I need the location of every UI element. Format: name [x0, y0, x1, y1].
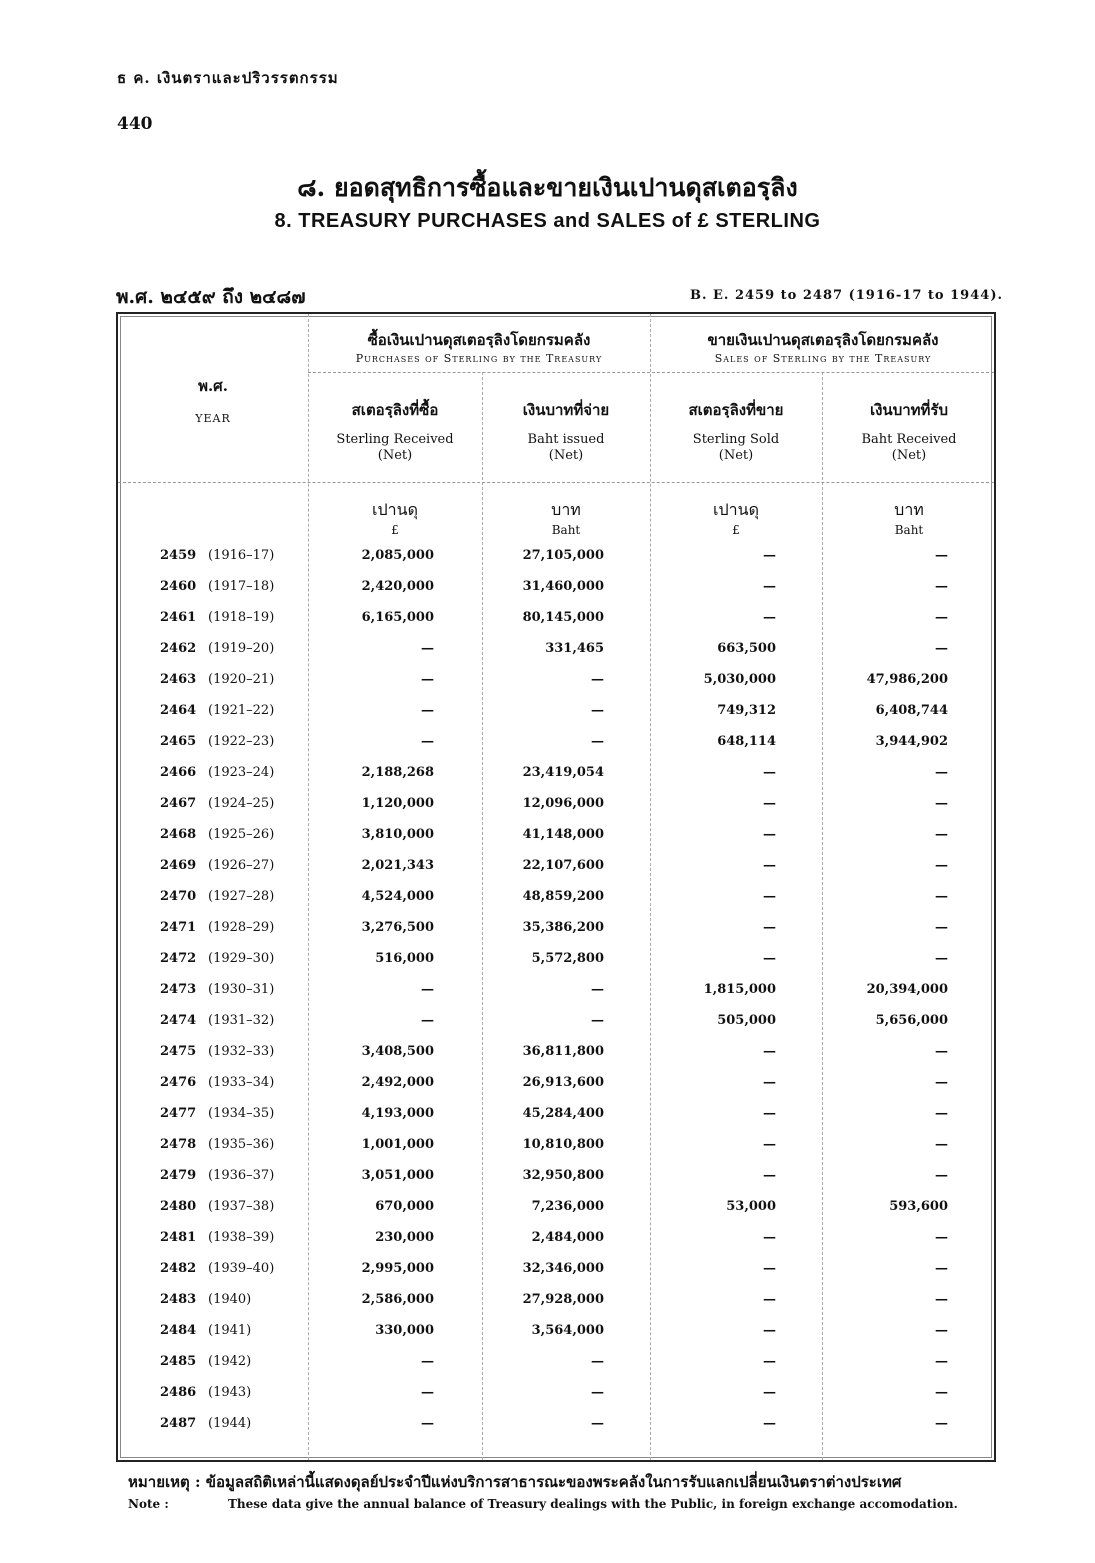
cell-sterling-received: 670,000: [375, 1199, 434, 1214]
cell-sterling-received: 2,492,000: [361, 1075, 434, 1090]
cell-sterling-received: —: [421, 672, 434, 687]
cell-baht-issued: —: [591, 1416, 604, 1431]
cell-be: 2479: [160, 1168, 197, 1183]
title-english: 8. TREASURY PURCHASES and SALES of £ STERLING: [274, 210, 821, 232]
cell-baht-received: —: [935, 1168, 948, 1183]
col-baht-received-thai: เงินบาทที่รับ: [869, 401, 948, 419]
cell-be: 2484: [160, 1323, 197, 1338]
table-row: [116, 1106, 996, 1137]
table-row: [116, 1292, 996, 1323]
cell-sterling-sold: —: [763, 610, 776, 625]
year-header-thai: พ.ศ.: [198, 377, 228, 395]
table-row: [116, 1323, 996, 1354]
col-baht-issued-en: Baht issued: [527, 432, 605, 447]
cell-baht-issued: —: [591, 1013, 604, 1028]
cell-ce: (1939–40): [208, 1261, 275, 1276]
cell-sterling-received: 2,586,000: [361, 1292, 434, 1307]
cell-baht-issued: 41,148,000: [522, 827, 604, 842]
note-thai: หมายเหตุ : ข้อมูลสถิติเหล่านี้แสดงดุลย์ประจำปีแห่งบริการสาธารณะของพระคลังในการรับแลกเปลี่ยนเงินตราต่างประเทศ: [128, 1473, 902, 1491]
cell-baht-received: —: [935, 548, 948, 563]
cell-sterling-received: 3,276,500: [361, 920, 434, 935]
cell-sterling-received: —: [421, 703, 434, 718]
cell-sterling-sold: —: [763, 765, 776, 780]
cell-sterling-sold: —: [763, 920, 776, 935]
col-sterling-sold-thai: สเตอรฺลิงที่ขาย: [688, 401, 784, 419]
cell-sterling-sold: —: [763, 889, 776, 904]
cell-sterling-sold: —: [763, 1137, 776, 1152]
cell-baht-issued: 3,564,000: [531, 1323, 604, 1338]
cell-ce: (1921–22): [208, 703, 275, 718]
cell-sterling-sold: 5,030,000: [703, 672, 776, 687]
cell-baht-issued: 27,105,000: [522, 548, 604, 563]
col-baht-issued-header: [482, 398, 650, 464]
cell-baht-received: 3,944,902: [875, 734, 948, 749]
cell-baht-received: —: [935, 1416, 948, 1431]
cell-ce: (1938–39): [208, 1230, 275, 1245]
cell-ce: (1923–24): [208, 765, 275, 780]
cell-baht-received: —: [935, 920, 948, 935]
cell-ce: (1919–20): [208, 641, 275, 656]
cell-be: 2476: [160, 1075, 197, 1090]
unit-baht-en: Baht: [894, 523, 924, 537]
cell-sterling-sold: —: [763, 1292, 776, 1307]
cell-sterling-received: —: [421, 734, 434, 749]
table-row: [116, 827, 996, 858]
cell-baht-issued: 31,460,000: [522, 579, 604, 594]
cell-ce: (1944): [208, 1416, 252, 1431]
cell-baht-received: —: [935, 1137, 948, 1152]
cell-be: 2475: [160, 1044, 197, 1059]
cell-sterling-received: 3,810,000: [361, 827, 434, 842]
cell-sterling-received: 2,021,343: [361, 858, 434, 873]
cell-sterling-sold: —: [763, 827, 776, 842]
table-row: [116, 1385, 996, 1416]
cell-baht-received: —: [935, 1292, 948, 1307]
cell-ce: (1941): [208, 1323, 252, 1338]
cell-be: 2480: [160, 1199, 197, 1214]
cell-baht-issued: 7,236,000: [531, 1199, 604, 1214]
title-thai: ๘. ยอดสุทธิการซื้อและขายเงินเปานดุสเตอรฺลิง: [297, 173, 798, 202]
col-sterling-sold-en: Sterling Sold: [692, 432, 780, 447]
col-baht-issued-thai: เงินบาทที่จ่าย: [522, 401, 610, 419]
cell-sterling-sold: —: [763, 1075, 776, 1090]
cell-sterling-received: 2,085,000: [361, 548, 434, 563]
table-row: [116, 579, 996, 610]
cell-sterling-sold: —: [763, 1354, 776, 1369]
table-row: [116, 734, 996, 765]
cell-baht-issued: 45,284,400: [522, 1106, 604, 1121]
cell-baht-issued: 32,346,000: [522, 1261, 604, 1276]
cell-baht-received: —: [935, 1261, 948, 1276]
table-row: [116, 641, 996, 672]
cell-be: 2464: [160, 703, 197, 718]
cell-sterling-received: 516,000: [375, 951, 434, 966]
table-row: [116, 796, 996, 827]
cell-baht-issued: 5,572,800: [531, 951, 604, 966]
cell-baht-issued: —: [591, 703, 604, 718]
cell-sterling-sold: 749,312: [717, 703, 776, 718]
table-row: [116, 703, 996, 734]
cell-baht-issued: 12,096,000: [522, 796, 604, 811]
cell-be: 2463: [160, 672, 197, 687]
cell-sterling-sold: —: [763, 951, 776, 966]
cell-baht-received: —: [935, 1385, 948, 1400]
cell-sterling-sold: 53,000: [726, 1199, 776, 1214]
cell-be: 2477: [160, 1106, 197, 1121]
cell-sterling-received: —: [421, 1354, 434, 1369]
cell-sterling-sold: 663,500: [717, 641, 776, 656]
cell-ce: (1929–30): [208, 951, 275, 966]
cell-be: 2468: [160, 827, 197, 842]
cell-be: 2459: [160, 548, 197, 563]
cell-baht-issued: 23,419,054: [522, 765, 604, 780]
cell-baht-issued: 10,810,800: [522, 1137, 604, 1152]
cell-baht-received: —: [935, 1075, 948, 1090]
cell-sterling-sold: 648,114: [717, 734, 776, 749]
cell-be: 2483: [160, 1292, 197, 1307]
unit-pound-thai: เปานดุ: [713, 500, 759, 519]
cell-baht-received: 5,656,000: [875, 1013, 948, 1028]
unit-baht-en: Baht: [551, 523, 581, 537]
cell-baht-issued: 26,913,600: [522, 1075, 604, 1090]
cell-ce: (1916–17): [208, 548, 275, 563]
cell-baht-issued: 35,386,200: [522, 920, 604, 935]
cell-be: 2465: [160, 734, 197, 749]
cell-be: 2481: [160, 1230, 197, 1245]
cell-be: 2486: [160, 1385, 197, 1400]
cell-be: 2467: [160, 796, 197, 811]
cell-sterling-sold: —: [763, 1044, 776, 1059]
page-number: 440: [117, 114, 153, 134]
cell-be: 2461: [160, 610, 197, 625]
year-header-en: YEAR: [195, 412, 231, 425]
cell-sterling-sold: —: [763, 1416, 776, 1431]
cell-baht-received: 20,394,000: [866, 982, 948, 997]
period-thai: พ.ศ. ๒๔๕๙ ถึง ๒๔๘๗: [116, 286, 306, 308]
net-label: (Net): [377, 448, 413, 463]
cell-ce: (1922–23): [208, 734, 275, 749]
cell-be: 2482: [160, 1261, 197, 1276]
table-row: [116, 858, 996, 889]
cell-sterling-received: 4,524,000: [361, 889, 434, 904]
cell-baht-issued: 32,950,800: [522, 1168, 604, 1183]
sales-group-header: [650, 328, 996, 365]
cell-ce: (1930–31): [208, 982, 275, 997]
table-row: [116, 1013, 996, 1044]
cell-be: 2469: [160, 858, 197, 873]
cell-baht-received: —: [935, 765, 948, 780]
period-english: B. E. 2459 to 2487 (1916-17 to 1944).: [689, 288, 1003, 303]
running-head: ธ ค. เงินตราและปริวรรตกรรม: [117, 69, 339, 87]
table-row: [116, 1168, 996, 1199]
cell-ce: (1925–26): [208, 827, 275, 842]
cell-ce: (1940): [208, 1292, 252, 1307]
cell-baht-received: —: [935, 1323, 948, 1338]
sales-header-en: Sales of Sterling by the Treasury: [714, 352, 932, 365]
cell-ce: (1932–33): [208, 1044, 275, 1059]
cell-sterling-sold: —: [763, 579, 776, 594]
cell-baht-received: —: [935, 827, 948, 842]
col-sterling-received-en: Sterling Received: [336, 432, 454, 447]
cell-be: 2474: [160, 1013, 197, 1028]
cell-baht-received: —: [935, 951, 948, 966]
cell-baht-received: 593,600: [889, 1199, 948, 1214]
cell-ce: (1935–36): [208, 1137, 275, 1152]
table-row: [116, 1075, 996, 1106]
net-label: (Net): [548, 448, 584, 463]
cell-sterling-sold: —: [763, 1230, 776, 1245]
cell-be: 2478: [160, 1137, 197, 1152]
cell-baht-issued: 22,107,600: [522, 858, 604, 873]
table-row: [116, 1230, 996, 1261]
cell-be: 2473: [160, 982, 197, 997]
cell-baht-received: —: [935, 1044, 948, 1059]
cell-sterling-sold: —: [763, 1168, 776, 1183]
cell-sterling-sold: —: [763, 1385, 776, 1400]
cell-ce: (1934–35): [208, 1106, 275, 1121]
cell-baht-issued: —: [591, 672, 604, 687]
unit-col3: [650, 498, 822, 537]
cell-sterling-received: —: [421, 1013, 434, 1028]
cell-baht-issued: 48,859,200: [522, 889, 604, 904]
cell-baht-received: —: [935, 579, 948, 594]
cell-baht-received: 47,986,200: [866, 672, 948, 687]
unit-pound-thai: เปานดุ: [372, 500, 418, 519]
col-sterling-received-thai: สเตอรฺลิงที่ซื้อ: [351, 401, 439, 419]
col-sterling-received-header: [308, 398, 482, 464]
cell-ce: (1920–21): [208, 672, 275, 687]
cell-sterling-received: —: [421, 982, 434, 997]
sales-header-thai: ขายเงินเปานดุสเตอรฺลิงโดยกรมคลัง: [707, 331, 939, 349]
cell-be: 2466: [160, 765, 197, 780]
cell-be: 2487: [160, 1416, 197, 1431]
cell-baht-received: —: [935, 858, 948, 873]
cell-be: 2470: [160, 889, 197, 904]
note-en-line: [128, 1497, 958, 1511]
unit-col4: [822, 498, 996, 537]
cell-ce: (1927–28): [208, 889, 275, 904]
table-row: [116, 610, 996, 641]
cell-baht-received: —: [935, 1230, 948, 1245]
cell-sterling-sold: —: [763, 1261, 776, 1276]
cell-sterling-received: 330,000: [375, 1323, 434, 1338]
cell-sterling-received: 2,420,000: [361, 579, 434, 594]
cell-baht-issued: 2,484,000: [531, 1230, 604, 1245]
cell-baht-issued: 331,465: [545, 641, 604, 656]
cell-baht-issued: 36,811,800: [522, 1044, 604, 1059]
cell-baht-issued: 27,928,000: [522, 1292, 604, 1307]
cell-be: 2485: [160, 1354, 197, 1369]
table-row: [116, 548, 996, 579]
cell-ce: (1943): [208, 1385, 252, 1400]
cell-sterling-received: —: [421, 641, 434, 656]
cell-ce: (1928–29): [208, 920, 275, 935]
table-row: [116, 765, 996, 796]
unit-col2: [482, 498, 650, 537]
cell-baht-received: —: [935, 889, 948, 904]
header-divider: [308, 372, 994, 373]
table-row: [116, 951, 996, 982]
cell-sterling-sold: —: [763, 548, 776, 563]
cell-sterling-received: 6,165,000: [361, 610, 434, 625]
table-row: [116, 1416, 996, 1447]
table-row: [116, 1261, 996, 1292]
col-baht-received-en: Baht Received: [861, 432, 957, 447]
cell-ce: (1937–38): [208, 1199, 275, 1214]
cell-sterling-sold: —: [763, 858, 776, 873]
unit-baht-thai: บาท: [894, 500, 924, 519]
cell-baht-received: —: [935, 796, 948, 811]
cell-ce: (1917–18): [208, 579, 275, 594]
cell-baht-received: —: [935, 610, 948, 625]
table-row: [116, 982, 996, 1013]
cell-baht-received: —: [935, 1106, 948, 1121]
cell-sterling-received: 1,120,000: [361, 796, 434, 811]
purchases-header-thai: ซื้อเงินเปานดุสเตอรฺลิงโดยกรมคลัง: [367, 331, 591, 349]
table-row: [116, 1044, 996, 1075]
cell-baht-issued: —: [591, 982, 604, 997]
unit-pound-symbol: £: [391, 523, 399, 537]
cell-sterling-received: 2,188,268: [361, 765, 434, 780]
unit-pound-symbol: £: [732, 523, 740, 537]
cell-be: 2472: [160, 951, 197, 966]
table-row: [116, 1199, 996, 1230]
unit-col1: [308, 498, 482, 537]
year-header: [118, 374, 308, 425]
cell-sterling-received: 3,408,500: [361, 1044, 434, 1059]
table-row: [116, 672, 996, 703]
cell-sterling-sold: —: [763, 1106, 776, 1121]
cell-baht-received: 6,408,744: [875, 703, 948, 718]
unit-baht-thai: บาท: [551, 500, 581, 519]
cell-sterling-sold: 1,815,000: [703, 982, 776, 997]
cell-sterling-sold: —: [763, 796, 776, 811]
cell-ce: (1926–27): [208, 858, 275, 873]
cell-ce: (1942): [208, 1354, 252, 1369]
table-row: [116, 1137, 996, 1168]
cell-be: 2471: [160, 920, 197, 935]
table-body: [116, 548, 996, 1447]
col-baht-received-header: [822, 398, 996, 464]
cell-baht-issued: —: [591, 1385, 604, 1400]
header-divider: [118, 482, 994, 483]
net-label: (Net): [718, 448, 754, 463]
cell-sterling-received: 3,051,000: [361, 1168, 434, 1183]
cell-sterling-sold: 505,000: [717, 1013, 776, 1028]
table-row: [116, 889, 996, 920]
table-row: [116, 920, 996, 951]
purchases-header-en: Purchases of Sterling by the Treasury: [355, 352, 603, 365]
cell-baht-received: —: [935, 1354, 948, 1369]
cell-ce: (1933–34): [208, 1075, 275, 1090]
cell-ce: (1924–25): [208, 796, 275, 811]
net-label: (Net): [891, 448, 927, 463]
cell-baht-issued: —: [591, 734, 604, 749]
cell-sterling-received: 2,995,000: [361, 1261, 434, 1276]
cell-baht-issued: —: [591, 1354, 604, 1369]
cell-sterling-received: 4,193,000: [361, 1106, 434, 1121]
cell-ce: (1931–32): [208, 1013, 275, 1028]
cell-baht-issued: 80,145,000: [522, 610, 604, 625]
table-row: [116, 1354, 996, 1385]
cell-ce: (1918–19): [208, 610, 275, 625]
cell-sterling-received: —: [421, 1385, 434, 1400]
note-en: These data give the annual balance of Treasury dealings with the Public, in foreign exchange accomodation.: [228, 1497, 958, 1511]
note-label: Note :: [128, 1497, 169, 1511]
cell-sterling-sold: —: [763, 1323, 776, 1338]
cell-sterling-received: 1,001,000: [361, 1137, 434, 1152]
purchases-group-header: [308, 328, 650, 365]
cell-be: 2462: [160, 641, 197, 656]
cell-baht-received: —: [935, 641, 948, 656]
cell-be: 2460: [160, 579, 197, 594]
cell-sterling-received: —: [421, 1416, 434, 1431]
cell-sterling-received: 230,000: [375, 1230, 434, 1245]
col-sterling-sold-header: [650, 398, 822, 464]
cell-ce: (1936–37): [208, 1168, 275, 1183]
